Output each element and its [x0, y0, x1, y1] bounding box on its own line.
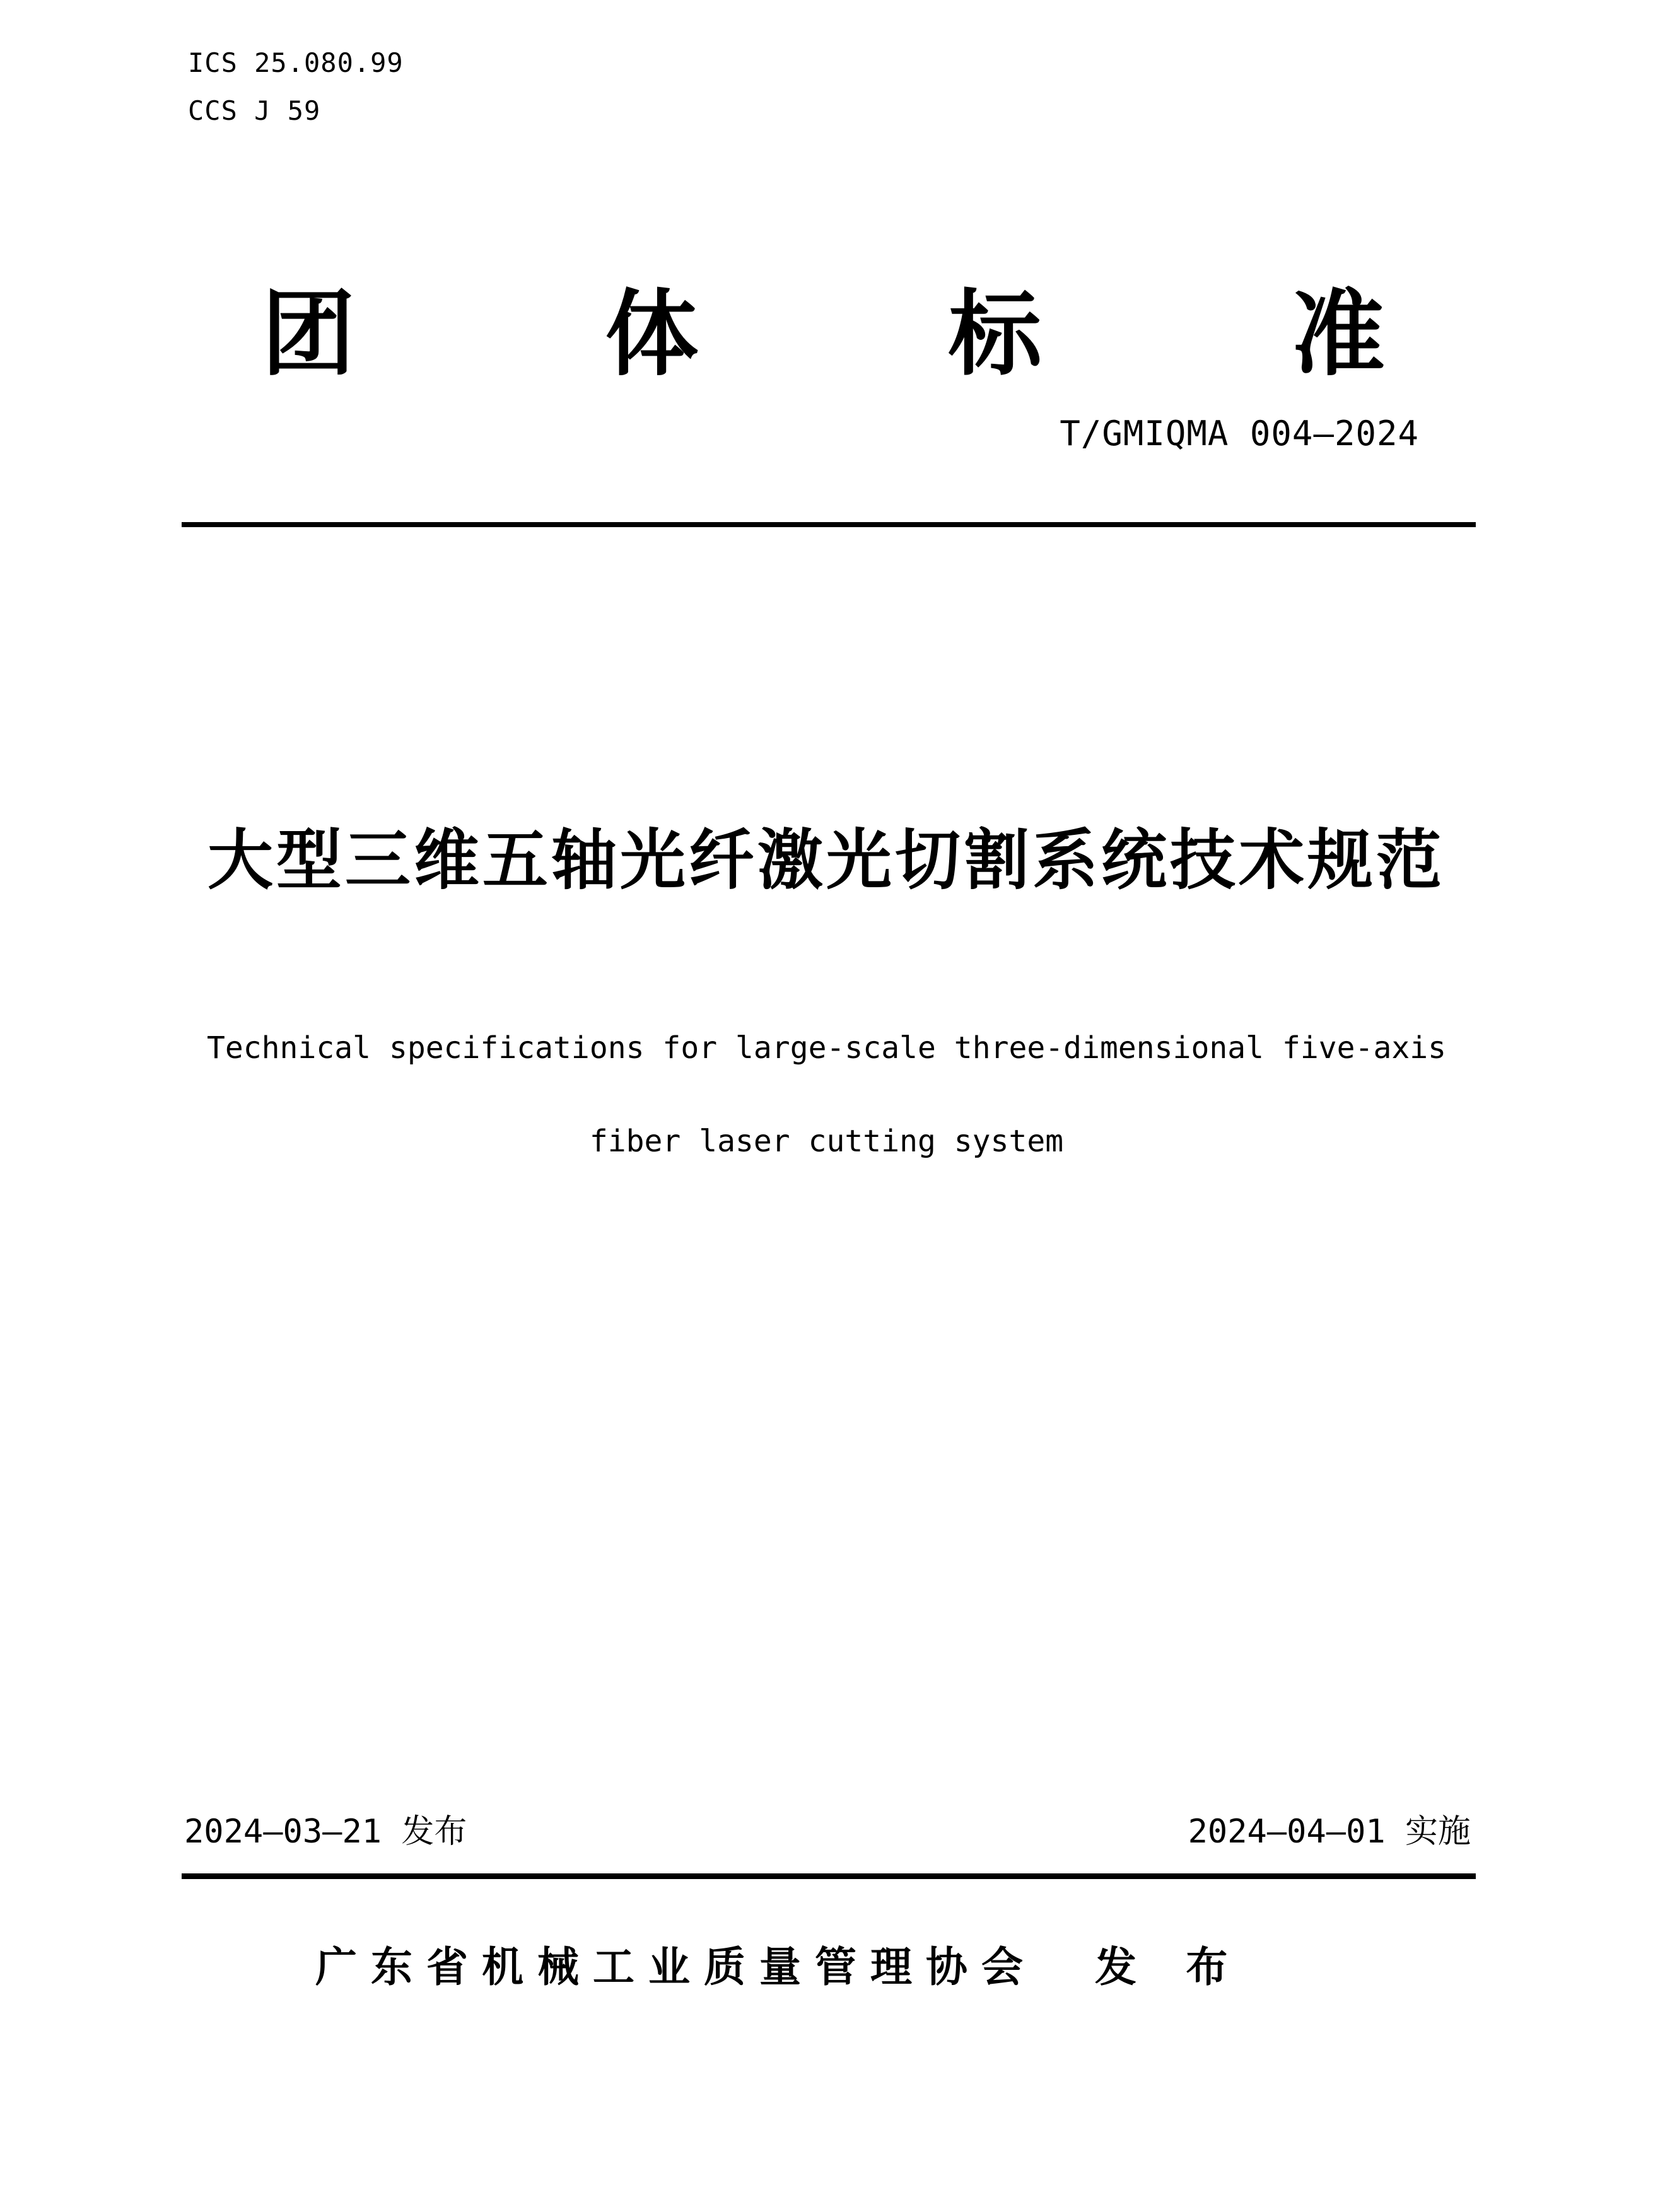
dates-row [184, 1805, 1471, 1852]
ccs-code: CCS J 59 [188, 95, 321, 126]
publisher-row [315, 1933, 1246, 1993]
document-title-en-line1: Technical specifications for large-scale three-dimensional five-axis [206, 1030, 1447, 1066]
ics-code: ICS 25.080.99 [188, 47, 404, 78]
issue-date: 2024—03—21 发布 [184, 1813, 467, 1851]
classification-codes [188, 39, 404, 135]
publisher-name: 广东省机械工业质量管理协会 [315, 1943, 1037, 1990]
doc-type-char: 体 [605, 279, 699, 388]
doc-type-char: 团 [262, 279, 355, 388]
doc-type-char: 标 [948, 279, 1042, 388]
doc-type-char: 准 [1291, 279, 1385, 388]
footer-rule [182, 1873, 1476, 1879]
publish-label: 发 布 [1095, 1943, 1247, 1990]
document-title-en-line2: fiber laser cutting system [589, 1124, 1064, 1159]
standard-number: T/GMIQMA 004—2024 [1060, 414, 1419, 453]
implementation-date: 2024—04—01 实施 [1188, 1813, 1471, 1851]
header-rule [182, 522, 1476, 527]
document-title-zh: 大型三维五轴光纤激光切割系统技术规范 [207, 824, 1445, 897]
doc-type-masthead [262, 279, 1385, 388]
